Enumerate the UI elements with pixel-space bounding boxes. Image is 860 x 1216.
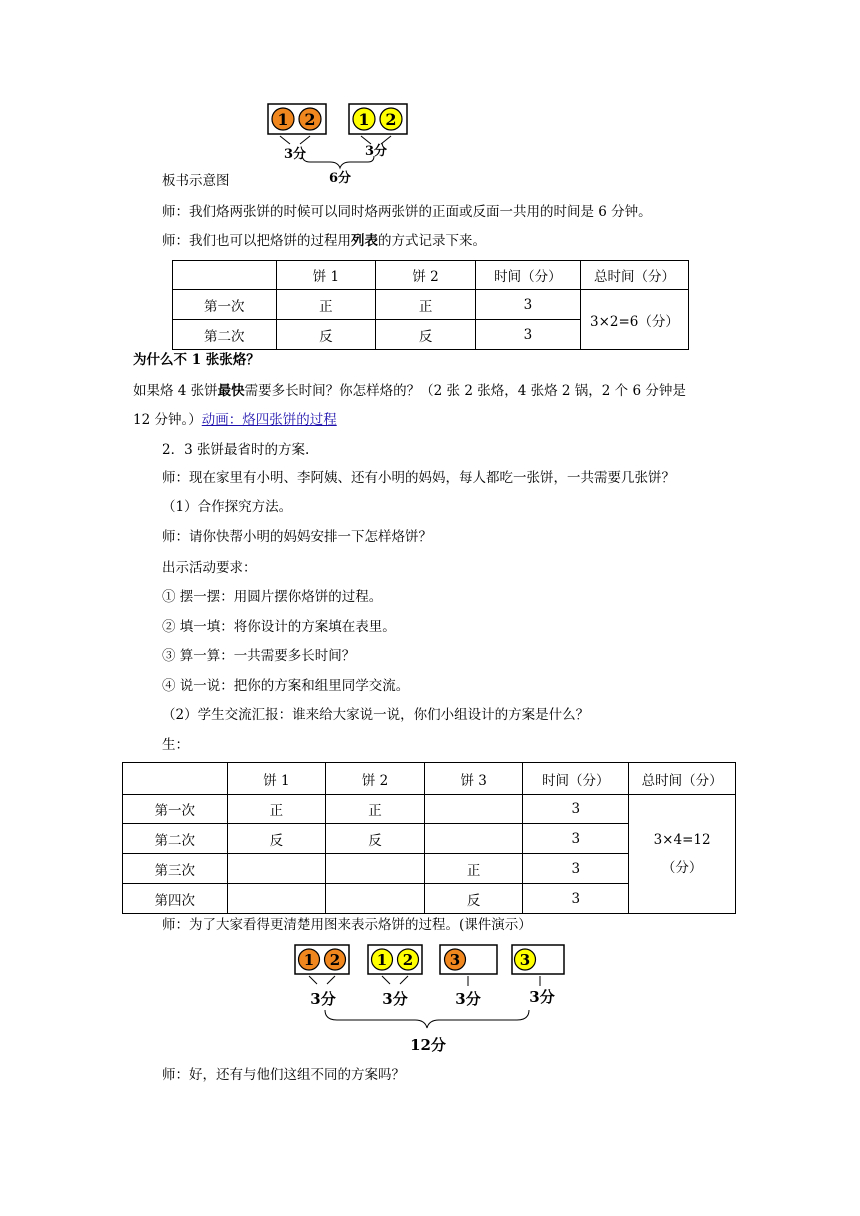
time-label: 3分 <box>310 990 336 1008</box>
cake-1-label: 1 <box>303 951 315 969</box>
table-cell: 正 <box>376 290 476 320</box>
question-heading: 为什么不 1 张张烙？ <box>133 352 260 368</box>
table-header-cell: 饼 3 <box>424 763 523 795</box>
emphasis-text: 列表 <box>351 233 378 249</box>
table-cell: 第三次 <box>123 854 228 884</box>
activity-step: ③ 算一算：一共需要多长时间？ <box>162 648 356 664</box>
table-cell <box>424 824 523 854</box>
paragraph: 师：为了大家看得更清楚用图来表示烙饼的过程。(课件演示） <box>162 917 532 933</box>
text: 师：我们也可以把烙饼的过程用 <box>162 233 351 249</box>
table-cell: 反 <box>376 320 476 350</box>
paragraph: 生： <box>162 737 189 753</box>
paragraph: 出示活动要求： <box>162 560 257 576</box>
table-cell: 第一次 <box>123 795 228 824</box>
emphasis-text: 最快 <box>217 383 245 399</box>
paragraph: 师：好，还有与他们这组不同的方案吗？ <box>162 1067 405 1083</box>
total-time-label: 12分 <box>410 1036 446 1054</box>
cake-3-label: 3 <box>449 951 461 969</box>
time-label: 3分 <box>455 990 481 1008</box>
table-header-cell: 饼 1 <box>276 261 376 290</box>
table-cell: 第四次 <box>123 884 228 914</box>
total-time-cell <box>629 795 736 914</box>
text: 的方式记录下来。 <box>378 233 486 249</box>
table-header-cell <box>123 763 228 795</box>
pan-diagram-three-cakes <box>285 940 585 1058</box>
table-header-cell: 饼 2 <box>376 261 476 290</box>
table-header-cell: 时间（分） <box>475 261 580 290</box>
table-header-cell: 时间（分） <box>523 763 629 795</box>
paragraph: 师：现在家里有小明、李阿姨、还有小明的妈妈，每人都吃一张饼，一共需要几张饼？ <box>162 470 675 486</box>
text: 如果烙 4 张饼 <box>133 383 218 399</box>
table-cell: 第二次 <box>173 320 277 350</box>
animation-link[interactable]: 动画：烙四张饼的过程 <box>201 412 337 428</box>
cake-3-label: 3 <box>519 951 531 969</box>
activity-step: ① 摆一摆：用圆片摆你烙饼的过程。 <box>162 589 383 605</box>
time-label: 3分 <box>283 147 307 162</box>
text: 12 分钟。） <box>133 412 202 428</box>
total-brace <box>302 154 374 168</box>
three-cakes-table <box>122 762 736 914</box>
cake-2-label: 2 <box>304 110 316 129</box>
table-cell: 正 <box>424 854 523 884</box>
total-time-value: 3×4=12 <box>653 832 711 848</box>
table-cell: 正 <box>276 290 376 320</box>
table-cell: 3 <box>523 854 629 884</box>
table-cell: 3 <box>475 320 580 350</box>
table-cell <box>424 795 523 824</box>
activity-step: ② 填一填：将你设计的方案填在表里。 <box>162 619 396 635</box>
table-cell <box>227 854 326 884</box>
cake-1-label: 1 <box>277 110 289 129</box>
paragraph: （2）学生交流汇报：谁来给大家说一说，你们小组设计的方案是什么？ <box>162 707 590 723</box>
paragraph: 师：请你快帮小明的妈妈安排一下怎样烙饼？ <box>162 529 432 545</box>
paragraph <box>133 411 337 429</box>
table-cell: 3 <box>523 824 629 854</box>
diagram-caption: 板书示意图 <box>162 173 230 189</box>
cake-1-label: 1 <box>376 951 388 969</box>
table-cell <box>326 854 425 884</box>
table-cell: 正 <box>227 795 326 824</box>
time-label: 3分 <box>382 990 408 1008</box>
total-time-label: 6分 <box>328 171 352 186</box>
time-label: 3分 <box>364 144 388 159</box>
table-header-cell: 总时间（分） <box>629 763 736 795</box>
two-cakes-table <box>172 260 689 350</box>
table-cell: 反 <box>227 824 326 854</box>
paragraph <box>162 232 486 250</box>
total-time-cell: 3×2=6（分） <box>580 290 688 350</box>
pan-diagram-two-cakes <box>260 98 420 188</box>
table-cell: 正 <box>326 795 425 824</box>
table-cell: 第一次 <box>173 290 277 320</box>
table-cell: 3 <box>523 884 629 914</box>
table-header-cell: 饼 1 <box>227 763 326 795</box>
table-header-cell <box>173 261 277 290</box>
cake-2-label: 2 <box>329 951 341 969</box>
text: 需要多长时间？你怎样烙的？（2 张 2 张烙，4 张烙 2 锅，2 个 6 分钟是 <box>244 383 686 399</box>
table-cell: 反 <box>424 884 523 914</box>
cake-2-label: 2 <box>402 951 414 969</box>
paragraph: （1）合作探究方法。 <box>162 499 293 515</box>
total-brace <box>325 1010 529 1028</box>
table-header-cell: 总时间（分） <box>580 261 688 290</box>
paragraph: 师：我们烙两张饼的时候可以同时烙两张饼的正面或反面一共用的时间是 6 分钟。 <box>162 204 652 220</box>
table-cell: 3 <box>475 290 580 320</box>
table-cell: 3 <box>523 795 629 824</box>
activity-step: ④ 说一说：把你的方案和组里同学交流。 <box>162 678 410 694</box>
table-cell <box>227 884 326 914</box>
table-cell: 第二次 <box>123 824 228 854</box>
table-cell: 反 <box>326 824 425 854</box>
cake-1-label: 1 <box>358 110 370 129</box>
total-time-unit: （分） <box>661 860 703 876</box>
paragraph <box>133 382 686 400</box>
table-cell: 反 <box>276 320 376 350</box>
cake-2-label: 2 <box>385 110 397 129</box>
time-label: 3分 <box>529 988 555 1006</box>
table-header-cell: 饼 2 <box>326 763 425 795</box>
table-cell <box>326 884 425 914</box>
section-heading: 2．3 张饼最省时的方案. <box>162 442 310 458</box>
